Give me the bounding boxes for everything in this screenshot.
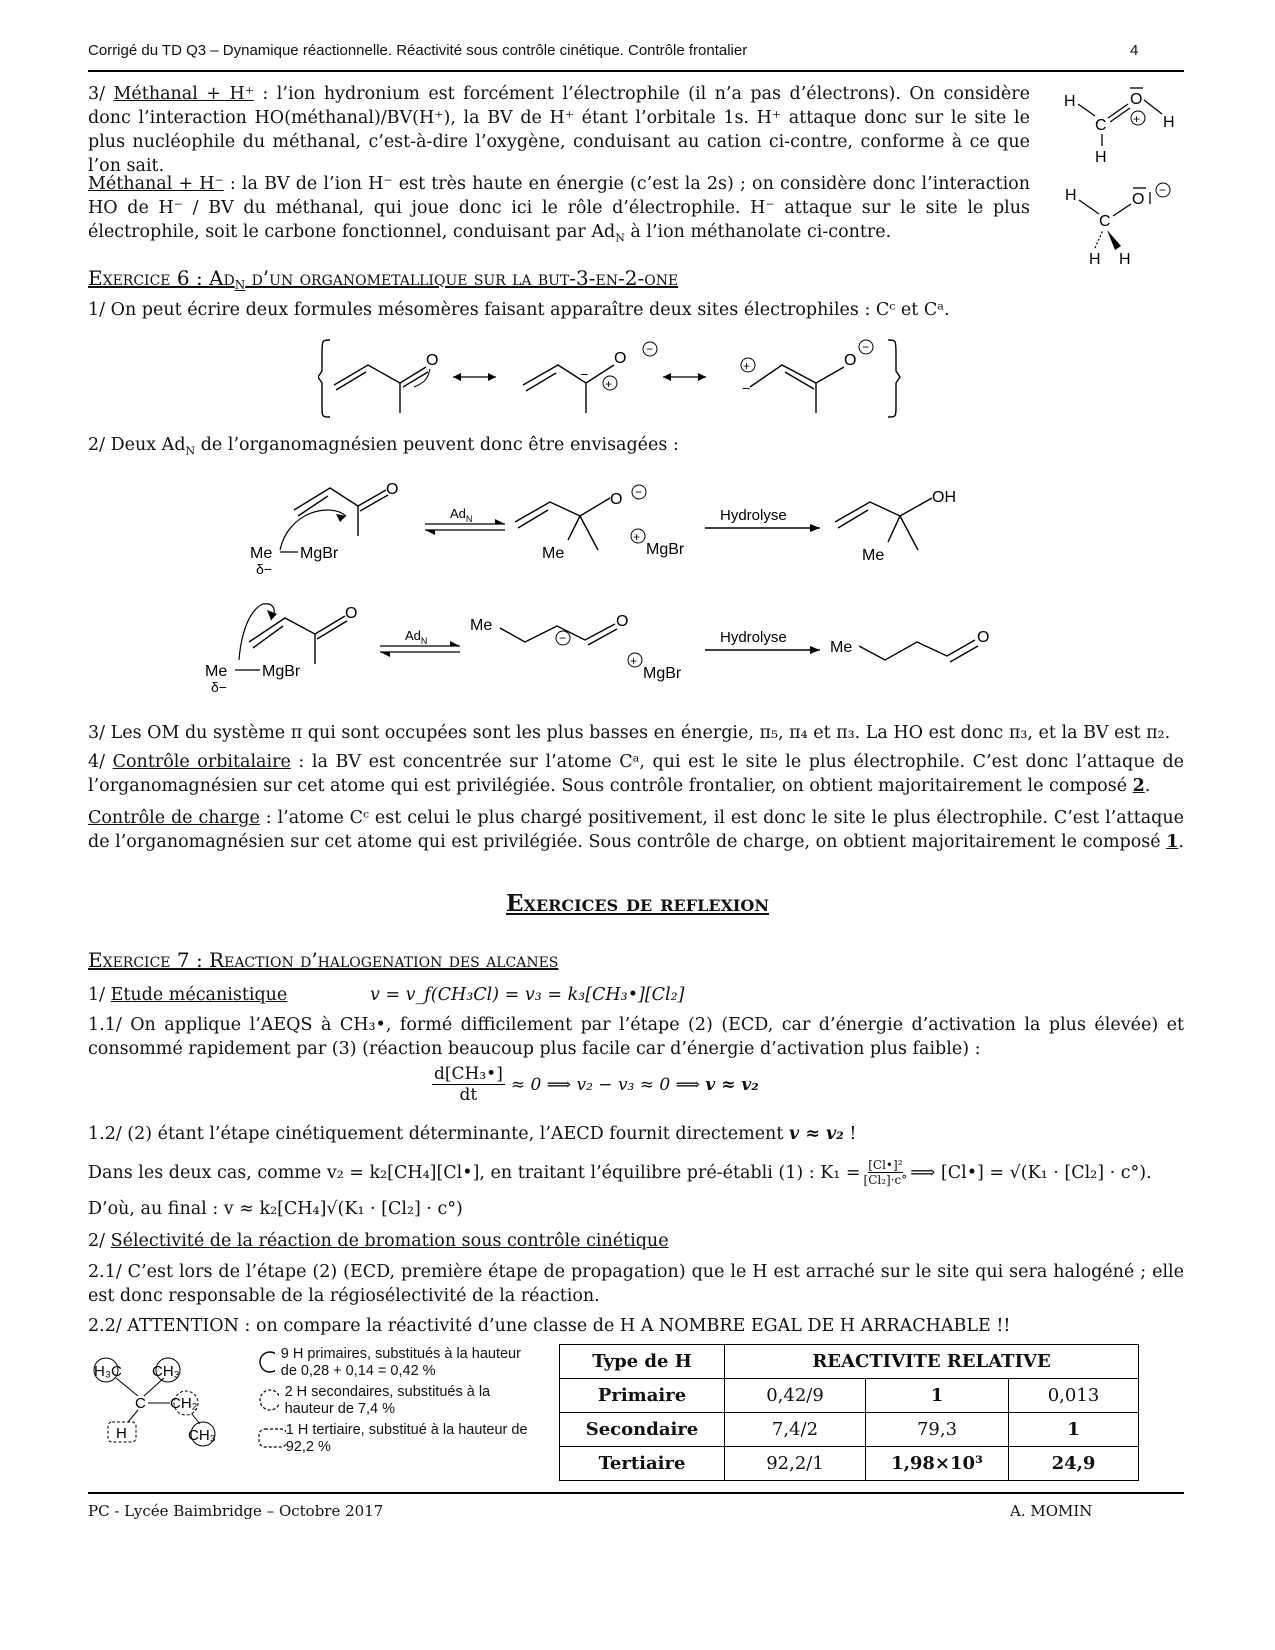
orbital-control-title: Contrôle orbitalaire [112,752,291,772]
exercise6-title-end: d’un organometallique sur la but-3-en-2-one [245,266,679,290]
exercise6-title-start: Exercice 6 : Ad [88,266,235,290]
minus-charge-icon: − [1159,183,1167,197]
h-atom: H [1163,114,1175,131]
exercise6-q5: Contrôle de charge : l’atome Cᶜ est celui le plus chargé positivement, il est donc le site le plus électrophile. C’est l’attaque de l’organomagnésien sur cet atome qui est privilégiée. Sous contrôle de charge, on obtient majoritairement le composé 1. [88,808,1184,852]
item-prefix: 4/ [88,752,113,772]
header-rule [88,70,1184,72]
table-cell: 0,42/9 [725,1379,866,1413]
o-atom: O [1130,91,1143,108]
exercise7-title: Exercice 7 : Reaction d’halogenation des alcanes [88,948,559,972]
adn-label: $Ad_N$ [450,506,473,524]
minus-charge-icon: − [646,342,654,356]
running-header-title: Corrigé du TD Q3 – Dynamique réactionnelle. Réactivité sous contrôle cinétique. Contrôle frontalier [88,42,748,59]
table-cell: 79,3 [866,1413,1009,1447]
equation-result: v ≈ v₂ [705,1074,759,1095]
exercise7-q13 [88,1158,1152,1187]
reaction-scheme-2 [205,590,1015,700]
protonated-methanal-structure [1050,82,1190,172]
plus-charge-icon: + [630,654,638,668]
h-atom: H [1095,149,1107,166]
hydrogen-legend [258,1346,538,1456]
fraction-denominator: dt [459,1085,478,1105]
h-atom: H [1089,251,1101,268]
methyl-label: Me [830,639,853,656]
minus-charge-icon: − [580,366,589,382]
compound-number: 1 [1166,832,1179,852]
exercise7-q12 [88,1122,856,1146]
compound-number: 2 [1132,776,1145,796]
exercise7-q14: D’où, au final : v ≈ k₂[CH₄]√(K₁ · [Cl₂] · c°) [88,1199,463,1219]
o-atom: O [426,352,439,369]
rate-equation: v = v_f(CH₃Cl) = v₃ = k₃[CH₃•][Cl₂] [370,985,685,1005]
table-cell: 1 [1009,1413,1139,1447]
delta-minus-label: δ− [256,561,272,577]
ecd-text: 1.2/ (2) étant l’étape cinétiquement déterminante, l’AECD fournit directement [88,1124,789,1144]
o-atom: O [614,350,627,367]
mechanistic-study-title: Etude mécanistique [110,985,288,1005]
reaction-scheme-1 [250,472,1010,582]
methyl-label: CH₃ [152,1363,180,1380]
ecd-end: ! [843,1124,857,1144]
equilibrium-result: ⟹ [Cl•] = √(K₁ · [Cl₂] · c°). [910,1162,1152,1183]
dashed-circle-icon [258,1388,279,1414]
item-prefix: 3/ [88,84,114,104]
methyl-label: Me [862,547,885,564]
exercise7-q21: 2.1/ C’est lors de l’étape (2) (ECD, première étape de propagation) que le H est arraché sur le site qui sera halogéné ; elle est donc responsable de la régiosélectivité de la réaction. [88,1262,1184,1306]
hydrolysis-label: Hydrolyse [720,629,787,646]
exercise6-title-sub: N [234,278,246,293]
ecd-result: v ≈ v₂ [788,1124,844,1144]
plus-charge-icon: + [1133,112,1141,126]
table-header-row [560,1345,1139,1379]
fraction-numerator: d[CH₃•] [434,1064,503,1084]
resonance-structures [318,335,908,425]
table-header-cell: Type de H [560,1345,725,1379]
plus-charge-icon: + [633,530,641,544]
mgbr-label: MgBr [643,665,682,682]
table-header-cell: REACTIVITE RELATIVE [725,1345,1139,1379]
methanolate-structure [1055,178,1195,268]
aeqs-equation [432,1064,759,1105]
methanal-h-plus-paragraph [88,82,1030,178]
table-cell: 1,98×10³ [866,1447,1009,1481]
o-atom: O [345,605,358,622]
legend-text: 1 H tertiaire, substitué à la hauteur de 92,2 % [285,1422,528,1455]
row-label: Tertiaire [560,1447,725,1481]
fraction-numerator: [Cl•]² [868,1158,903,1172]
exercise6-q2 [88,433,679,464]
table-row [560,1447,1139,1481]
methyl-label: CH₃ [188,1427,216,1444]
solid-circle-icon [258,1350,275,1376]
exercise7-q2 [88,1229,669,1253]
methanal-h-minus-paragraph [88,172,1030,251]
plus-charge-icon: + [605,377,613,391]
methanal-h-minus-text: : la BV de l’ion H⁻ est très haute en énergie (c’est la 2s) ; on considère donc l’interaction HO de H⁻ / BV du méthanal, qui joue donc ici le rôle d’électrophile. H⁻ attaque sur le site le plus électrophile, soit le carbone fonctionnel, conduisant par Ad [88,174,1030,242]
methanal-h-minus-title: Méthanal + H⁻ [88,174,224,194]
row-label: Primaire [560,1379,725,1413]
h-atom: H [1065,187,1077,204]
equation-text: ≈ 0 ⟹ v₂ − v₃ ≈ 0 ⟹ [510,1074,701,1095]
dashed-box-icon [258,1426,286,1452]
item-prefix: 2/ [88,1231,111,1251]
footer-right: A. MOMIN [1010,1502,1093,1520]
methyl-label: H₃C [94,1363,122,1380]
equilibrium-text: Dans les deux cas, comme v₂ = k₂[CH₄][Cl•], en traitant l’équilibre pré-établi (1) : K₁ = [88,1162,861,1183]
legend-text: 2 H secondaires, substitués à la hauteur de 7,4 % [284,1384,491,1417]
legend-item-tertiary [258,1422,538,1456]
exercise6-q3: 3/ Les OM du système π qui sont occupées sont les plus basses en énergie, π₅, π₄ et π₃. La HO est donc π₃, et la BV est π₂. [88,723,1171,743]
table-cell: 1 [866,1379,1009,1413]
o-atom: O [386,481,399,498]
row-label: Secondaire [560,1413,725,1447]
delta-minus-label: δ− [211,679,227,695]
h-atom: H [1119,251,1131,268]
o-atom: O [610,491,623,508]
exercise6-q2-start: 2/ Deux Ad [88,435,186,455]
table-cell: 92,2/1 [725,1447,866,1481]
table-row [560,1379,1139,1413]
methyl-label: Me [542,545,565,562]
exercise7-q1 [88,983,287,1007]
exercise6-title [88,266,678,292]
exercise6-q2-end: de l’organomagnésien peuvent donc être envisagées : [195,435,679,455]
legend-item-primary [258,1346,538,1380]
h-atom: H [1064,93,1076,110]
methanal-h-minus-end: à l’ion méthanolate ci-contre. [624,222,892,242]
methanal-h-plus-text: : l’ion hydronium est forcément l’électrophile (il n’a pas d’électrons). On considère donc l’interaction HO(méthanal)/BV(H⁺), la BV de H⁺ étant l’orbitale 1s. H⁺ attaque donc sur le site le plus nucléophile du méthanal, c’est-à-dire l’oxygène, conduisant au cation ci-contre, conforme à ce que l’on sait. [88,84,1030,176]
c-atom: C [1099,213,1111,230]
o-atom: O [977,629,990,646]
charge-control-text: : l’atome Cᶜ est celui le plus chargé positivement, il est donc le site le plus électrophile. C’est l’attaque de l’organomagnésien sur cet atome qui est privilégiée. Sous contrôle de charge, on obtient majoritairement le composé [88,808,1184,852]
methylene-label: CH₂ [170,1395,198,1412]
orbital-control-text: : la BV est concentrée sur l’atome Cᵃ, qui est le site le plus électrophile. C’est donc l’attaque de l’organomagnésien sur cet atome qui est privilégiée. Sous contrôle frontalier, on obtient majoritairement le composé [88,752,1185,796]
o-atom: O [616,613,629,630]
mgbr-label: MgBr [262,663,301,680]
footer-left: PC - Lycée Baimbridge – Octobre 2017 [88,1502,384,1520]
item-prefix: 1/ [88,985,111,1005]
reflexion-section-title: Exercices de reflexion [506,890,769,917]
adn-label: $Ad_N$ [405,628,428,646]
fraction-denominator: [Cl₂]·c° [863,1173,908,1187]
charge-control-title: Contrôle de charge [88,808,260,828]
isobutane-structure [88,1348,238,1448]
mgbr-label: MgBr [300,545,339,562]
exercise7-q11: 1.1/ On applique l’AEQS à CH₃•, formé difficilement par l’étape (2) (ECD, car d’énergie d’activation la plus élevée) et consommé rapidement par (3) (réaction beaucoup plus facile car d’énergie d’activation plus faible) : [88,1015,1184,1059]
minus-charge-icon: − [742,380,751,396]
minus-charge-icon: − [862,340,870,354]
methyl-label: Me [250,545,273,562]
h-atom: H [116,1425,127,1442]
legend-item-secondary [258,1384,538,1418]
adn-subscript: N [185,444,196,458]
table-cell: 7,4/2 [725,1413,866,1447]
adn-subscript: N [615,231,625,245]
selectivity-title: Sélectivité de la réaction de bromation sous contrôle cinétique [110,1231,669,1251]
reactivity-table [559,1344,1139,1481]
minus-charge-icon: − [635,485,643,499]
table-cell: 24,9 [1009,1447,1139,1481]
footer-rule [88,1492,1184,1494]
methyl-label: Me [470,617,493,634]
table-cell: 0,013 [1009,1379,1139,1413]
exercise6-q1: 1/ On peut écrire deux formules mésomères faisant apparaître deux sites électrophiles : Cᶜ et Cᵃ. [88,300,950,320]
hydroxyl-label: OH [932,489,956,506]
c-atom: C [135,1395,146,1412]
exercise6-q4: 4/ Contrôle orbitalaire : la BV est concentrée sur l’atome Cᵃ, qui est le site le plus électrophile. C’est donc l’attaque de l’organomagnésien sur cet atome qui est privilégiée. Sous contrôle frontalier, on obtient majoritairement le composé 2. [88,752,1185,796]
exercise7-q22: 2.2/ ATTENTION : on compare la réactivité d’une classe de H A NOMBRE EGAL DE H ARRACHABLE !! [88,1316,1011,1336]
mgbr-label: MgBr [646,541,685,558]
o-atom: O [844,352,857,369]
c-atom: C [1095,117,1107,134]
page-number: 4 [1130,42,1139,59]
legend-text: 9 H primaires, substitués à la hauteur de 0,28 + 0,14 = 0,42 % [280,1346,521,1379]
hydrolysis-label: Hydrolyse [720,507,787,524]
methanal-h-plus-title: Méthanal + H⁺ [113,84,254,104]
plus-charge-icon: + [743,359,751,373]
minus-charge-icon: − [559,631,567,645]
methyl-label: Me [205,663,228,680]
o-atom: O [1132,191,1145,208]
table-row [560,1413,1139,1447]
